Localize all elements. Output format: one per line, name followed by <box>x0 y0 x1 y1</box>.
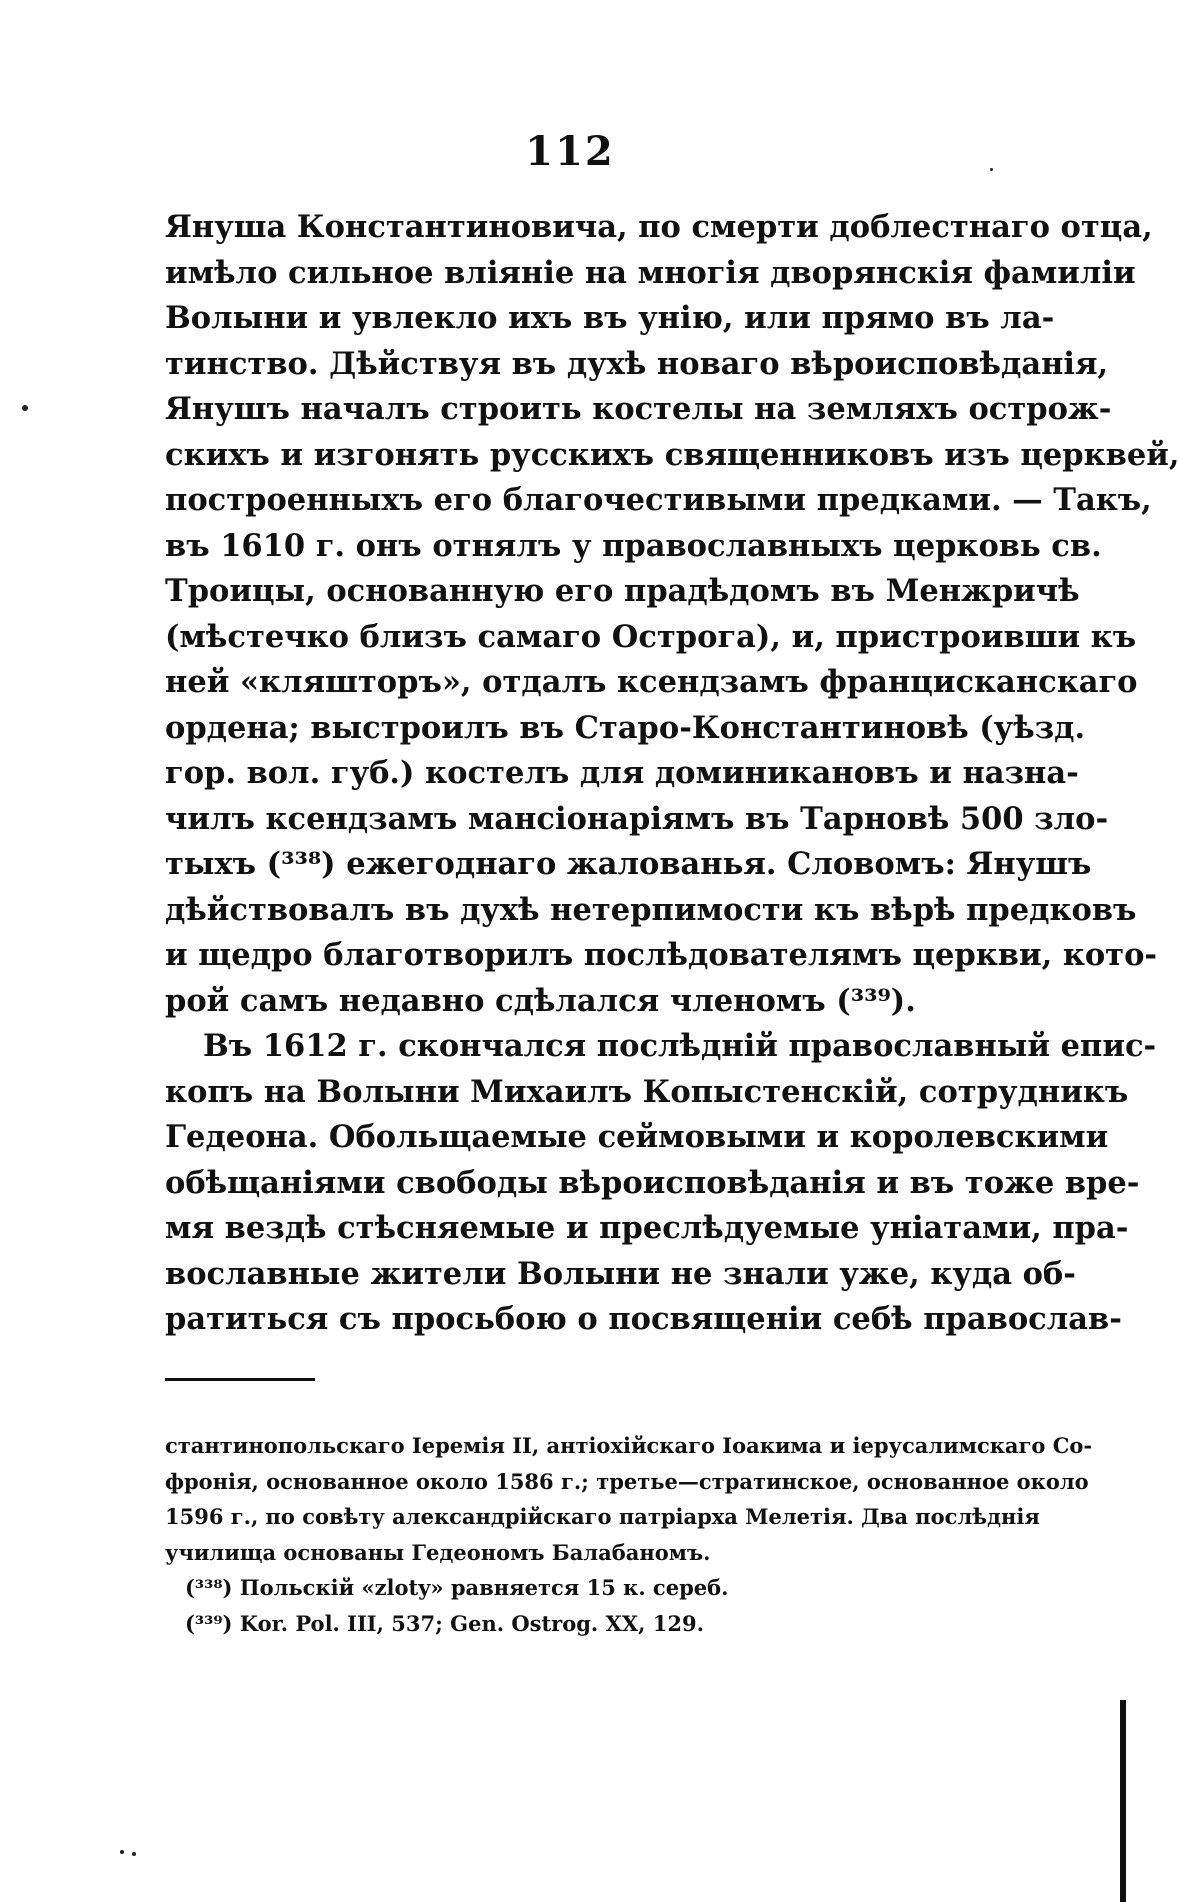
body-line: обѣщаніями свободы вѣроисповѣданія и въ тоже вре- <box>165 1164 1140 1201</box>
body-line: рой самъ недавно сдѣлался членомъ (³³⁹). <box>165 982 916 1019</box>
scan-edge-mark <box>1120 1700 1126 1902</box>
print-speck <box>990 168 993 171</box>
body-line: ордена; выстроилъ въ Старо-Константиновѣ (уѣзд. <box>165 709 1086 746</box>
footnote-line: фронія, основанное около 1586 г.; третье—стратинское, основанное около <box>165 1468 1089 1494</box>
body-line: чилъ ксендзамъ мансіонаріямъ въ Тарновѣ 500 зло- <box>165 800 1109 837</box>
body-line: гор. вол. губ.) костелъ для доминикановъ и назна- <box>165 755 1079 791</box>
footnote-divider <box>165 1378 315 1381</box>
body-line: Януша Константиновича, по смерти доблестнаго отца, <box>165 209 1153 245</box>
body-line: тинство. Дѣйствуя въ духѣ новаго вѣроисповѣданія, <box>165 345 1109 382</box>
body-line: имѣло сильное вліяніе на многія дворянскія фамиліи <box>165 254 1136 291</box>
print-speck <box>132 1852 136 1856</box>
body-line: вославные жители Волыни не знали уже, куда об- <box>165 1255 1076 1292</box>
print-speck <box>120 1850 124 1854</box>
body-line: Гедеона. Обольщаемые сеймовыми и королевскими <box>165 1119 1109 1155</box>
body-line: копъ на Волыни Михаилъ Копыстенскій, сотрудникъ <box>165 1073 1129 1110</box>
body-line: дѣйствовалъ въ духѣ нетерпимости къ вѣрѣ предковъ <box>165 891 1137 928</box>
footnote-338: (³³⁸) Польскій «zloty» равняется 15 к. сереб. <box>185 1575 729 1600</box>
body-line: ней «кляшторъ», отдалъ ксендзамъ францисканскаго <box>165 664 1138 700</box>
body-line: Въ 1612 г. скончался послѣдній православный епис- <box>203 1028 1157 1064</box>
body-line: тыхъ (³³⁸) ежегоднаго жалованья. Словомъ: Янушъ <box>165 846 1092 882</box>
body-line: Троицы, основанную его прадѣдомъ въ Менжричѣ <box>165 573 1080 609</box>
footnote-line: стантинопольскаго Іеремія II, антіохійскаго Іоакима и іерусалимскаго Со- <box>165 1433 1093 1458</box>
page-number: 112 <box>525 128 615 175</box>
body-text <box>165 205 1179 1343</box>
body-line: скихъ и изгонять русскихъ священниковъ изъ церквей, <box>165 436 1179 473</box>
body-line: и щедро благотворилъ послѣдователямъ церкви, кото- <box>165 937 1158 973</box>
body-line: Янушъ началъ строить костелы на земляхъ острож- <box>165 391 1112 427</box>
footnote-line: 1596 г., по совѣту александрійскаго патріарха Мелетія. Два послѣднія <box>165 1504 1040 1529</box>
body-line: мя вездѣ стѣсняемые и преслѣдуемые уніатами, пра- <box>165 1210 1129 1246</box>
body-line: Волыни и увлекло ихъ въ унію, или прямо въ ла- <box>165 300 1055 336</box>
footnote-line: училища основаны Гедеономъ Балабаномъ. <box>165 1539 711 1565</box>
footnote-339: (³³⁹) Kor. Pol. III, 537; Gen. Ostrog. XX, 129. <box>185 1610 704 1636</box>
print-speck <box>22 405 28 411</box>
body-line: построенныхъ его благочестивыми предками. — Такъ, <box>165 482 1152 518</box>
body-line: (мѣстечко близъ самаго Острога), и, пристроивши къ <box>165 618 1137 655</box>
footnotes <box>165 1428 1093 1641</box>
body-line: ратиться съ просьбою о посвященіи себѣ православ- <box>165 1301 1122 1337</box>
body-line: въ 1610 г. онъ отнялъ у православныхъ церковь св. <box>165 527 1102 564</box>
